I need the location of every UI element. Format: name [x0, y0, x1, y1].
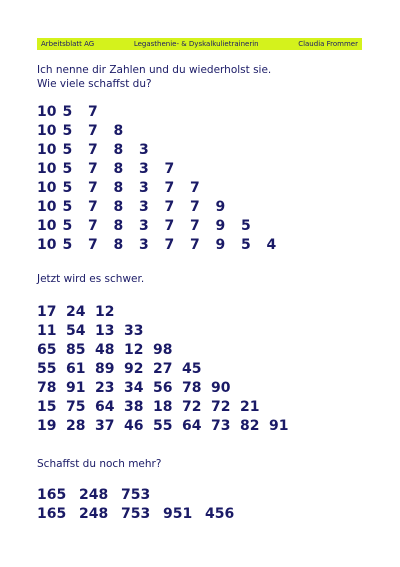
number-cell: 7	[88, 142, 98, 158]
number-cell: 72	[182, 399, 202, 415]
number-cell: 7	[88, 123, 98, 139]
header-right: Claudia Frommer	[298, 40, 358, 48]
number-cell: 10	[37, 180, 57, 196]
number-block-3	[37, 486, 247, 524]
header-center: Legasthenie- & Dyskalkulietrainerin	[133, 40, 259, 48]
number-cell: 165	[37, 487, 67, 503]
number-row	[37, 103, 292, 122]
number-cell: 48	[95, 342, 115, 358]
number-cell: 4	[266, 237, 277, 253]
number-row	[37, 236, 292, 255]
number-cell: 9	[215, 199, 226, 215]
number-cell: 38	[124, 399, 144, 415]
number-cell: 90	[211, 380, 231, 396]
number-cell: 34	[124, 380, 144, 396]
number-cell: 92	[124, 361, 144, 377]
number-cell: 91	[66, 380, 86, 396]
number-cell: 8	[113, 142, 124, 158]
number-cell: 5	[62, 123, 73, 139]
number-row	[37, 398, 298, 417]
number-cell: 7	[190, 237, 200, 253]
number-cell: 753	[121, 506, 151, 522]
number-cell: 28	[66, 418, 86, 434]
number-cell: 8	[113, 218, 124, 234]
number-cell: 45	[182, 361, 202, 377]
number-cell: 165	[37, 506, 67, 522]
number-cell: 7	[164, 237, 175, 253]
number-cell: 5	[62, 104, 73, 120]
intro-text	[37, 63, 271, 91]
number-cell: 10	[37, 142, 57, 158]
number-cell: 89	[95, 361, 115, 377]
number-cell: 64	[182, 418, 202, 434]
number-row	[37, 160, 292, 179]
number-row	[37, 417, 298, 436]
number-cell: 10	[37, 104, 57, 120]
number-cell: 5	[62, 180, 73, 196]
number-cell: 13	[95, 323, 115, 339]
number-cell: 8	[113, 123, 124, 139]
number-cell: 85	[66, 342, 86, 358]
number-row	[37, 379, 298, 398]
number-cell: 10	[37, 161, 57, 177]
number-cell: 21	[240, 399, 260, 415]
number-cell: 82	[240, 418, 260, 434]
number-cell: 12	[95, 304, 115, 320]
number-row	[37, 341, 298, 360]
number-cell: 33	[124, 323, 144, 339]
number-cell: 5	[241, 237, 251, 253]
number-cell: 7	[164, 180, 175, 196]
number-cell: 5	[62, 237, 73, 253]
number-cell: 3	[139, 199, 149, 215]
number-cell: 7	[88, 180, 98, 196]
number-cell: 248	[79, 506, 109, 522]
number-cell: 72	[211, 399, 231, 415]
number-row	[37, 141, 292, 160]
worksheet-header	[37, 38, 362, 50]
number-cell: 17	[37, 304, 57, 320]
number-cell: 5	[62, 199, 73, 215]
number-cell: 7	[88, 218, 98, 234]
number-cell: 46	[124, 418, 144, 434]
more-text: Schaffst du noch mehr?	[37, 458, 162, 470]
number-cell: 951	[163, 506, 193, 522]
number-cell: 75	[66, 399, 86, 415]
number-row	[37, 303, 298, 322]
number-cell: 5	[62, 161, 73, 177]
number-cell: 7	[190, 180, 200, 196]
number-cell: 7	[88, 104, 98, 120]
number-cell: 73	[211, 418, 231, 434]
number-cell: 753	[121, 487, 151, 503]
number-block-2	[37, 303, 298, 436]
number-row	[37, 179, 292, 198]
number-cell: 10	[37, 123, 57, 139]
number-cell: 8	[113, 199, 124, 215]
number-cell: 64	[95, 399, 115, 415]
intro-line-1: Ich nenne dir Zahlen und du wiederholst sie.	[37, 64, 272, 76]
number-cell: 7	[88, 237, 98, 253]
number-cell: 3	[139, 218, 149, 234]
number-cell: 18	[153, 399, 173, 415]
number-cell: 98	[153, 342, 173, 358]
number-block-1	[37, 103, 292, 255]
number-cell: 27	[153, 361, 173, 377]
number-cell: 10	[37, 237, 57, 253]
number-row	[37, 322, 298, 341]
number-cell: 5	[62, 142, 73, 158]
number-cell: 8	[113, 161, 124, 177]
number-cell: 248	[79, 487, 109, 503]
number-cell: 65	[37, 342, 57, 358]
number-cell: 19	[37, 418, 57, 434]
number-cell: 56	[153, 380, 173, 396]
number-cell: 3	[139, 142, 149, 158]
number-cell: 12	[124, 342, 144, 358]
number-row	[37, 360, 298, 379]
number-cell: 54	[66, 323, 86, 339]
number-cell: 10	[37, 199, 57, 215]
number-row	[37, 505, 247, 524]
number-cell: 7	[164, 218, 175, 234]
number-cell: 23	[95, 380, 115, 396]
number-cell: 11	[37, 323, 57, 339]
number-cell: 91	[269, 418, 289, 434]
number-cell: 9	[215, 237, 226, 253]
number-cell: 5	[62, 218, 73, 234]
number-cell: 24	[66, 304, 86, 320]
number-cell: 7	[88, 161, 98, 177]
number-cell: 3	[139, 237, 149, 253]
number-cell: 7	[88, 199, 98, 215]
number-row	[37, 486, 247, 505]
number-cell: 3	[139, 161, 149, 177]
number-cell: 8	[113, 180, 124, 196]
number-row	[37, 198, 292, 217]
number-row	[37, 122, 292, 141]
number-cell: 456	[205, 506, 235, 522]
number-cell: 55	[37, 361, 57, 377]
number-cell: 37	[95, 418, 115, 434]
number-cell: 8	[113, 237, 124, 253]
intro-line-2: Wie viele schaffst du?	[37, 78, 152, 90]
number-cell: 78	[182, 380, 202, 396]
number-row	[37, 217, 292, 236]
harder-text: Jetzt wird es schwer.	[37, 273, 145, 285]
number-cell: 61	[66, 361, 86, 377]
number-cell: 55	[153, 418, 173, 434]
number-cell: 15	[37, 399, 57, 415]
number-cell: 7	[164, 199, 175, 215]
number-cell: 7	[190, 218, 200, 234]
number-cell: 10	[37, 218, 57, 234]
number-cell: 3	[139, 180, 149, 196]
number-cell: 78	[37, 380, 57, 396]
number-cell: 7	[164, 161, 175, 177]
number-cell: 7	[190, 199, 200, 215]
header-left: Arbeitsblatt AG	[41, 40, 95, 48]
number-cell: 5	[241, 218, 251, 234]
number-cell: 9	[215, 218, 226, 234]
